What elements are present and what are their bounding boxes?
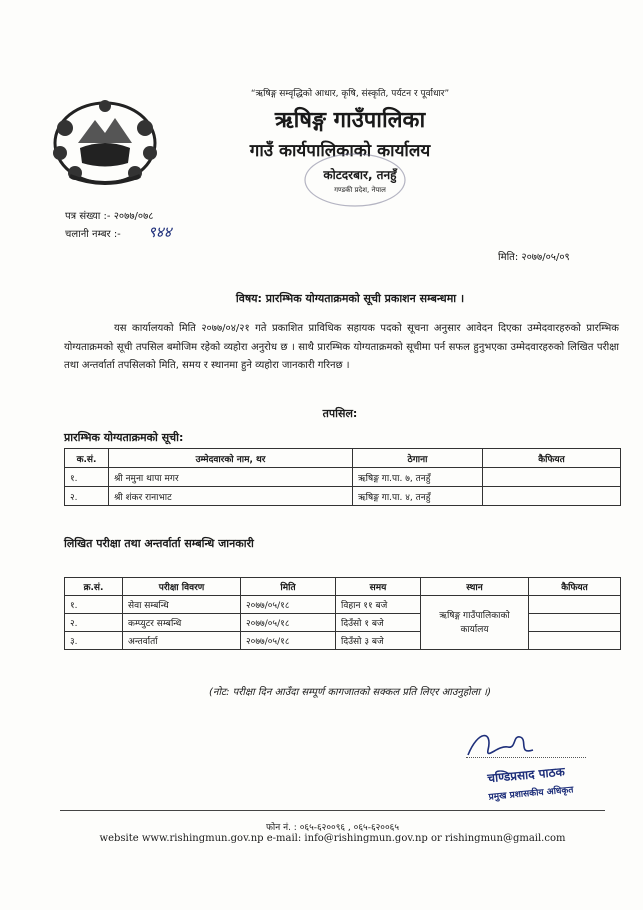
cell-time: विहान ११ बजे: [336, 596, 421, 614]
col-header-remarks: कैफियत: [483, 449, 621, 468]
col-header-time: समय: [336, 578, 421, 596]
cell-date: २०७७/०५/१८: [241, 596, 336, 614]
col-header-venue: स्थान: [421, 578, 529, 596]
cell-remarks: [529, 596, 621, 614]
cell-remarks: [483, 468, 621, 487]
province: गण्डकी प्रदेश, नेपाल: [334, 186, 386, 194]
cell-sn: १.: [65, 468, 109, 487]
table-header-row: [65, 449, 621, 468]
note: (नोट: परीक्षा दिन आउँदा सम्पूर्ण कागजातको सक्कल प्रति लिएर आउनुहोला ।): [209, 687, 491, 698]
letter-number-label: पत्र संख्या :-: [65, 211, 111, 222]
cell-exam: अन्तर्वार्ता: [123, 632, 241, 650]
exam-schedule-table: [64, 577, 621, 650]
nepal-emblem-icon: [50, 98, 160, 188]
col-header-sn: क.सं.: [65, 449, 109, 468]
letter-number: [65, 208, 154, 222]
office-name: ऋषिङ्ग गाउँपालिका: [274, 108, 426, 133]
cell-sn: २.: [65, 614, 123, 632]
footer-divider: [60, 810, 605, 811]
col-header-remarks: कैफियत: [529, 578, 621, 596]
cell-sn: १.: [65, 596, 123, 614]
col-header-date: मिति: [241, 578, 336, 596]
table-row: [65, 487, 621, 506]
cell-date: २०७७/०५/१८: [241, 614, 336, 632]
signatory-name-stamp: चण्डिप्रसाद पाठक: [486, 764, 566, 786]
footer-contact: website www.rishingmun.gov.np e-mail: info@rishingmun.gov.np or rishingmun@gmail.com: [99, 833, 566, 844]
details-heading: तपसिल:: [322, 407, 358, 420]
cell-remarks: [529, 614, 621, 632]
cell-date: २०७७/०५/१८: [241, 632, 336, 650]
cell-exam: कम्प्युटर सम्बन्धि: [123, 614, 241, 632]
cell-exam: सेवा सम्बन्धि: [123, 596, 241, 614]
exam-info-title: लिखित परीक्षा तथा अन्तर्वार्ता सम्बन्धि जानकारी: [64, 537, 254, 550]
col-header-sn: क्र.सं.: [65, 578, 123, 596]
signature-line: [466, 757, 586, 758]
table-row: [65, 596, 621, 614]
dispatch-number-value: ९४४: [148, 223, 172, 241]
body-paragraph: यस कार्यालयको मिति २०७७/०४/२१ गते प्रकाशित प्राविधिक सहायक पदको सूचना अनुसार आवेदन दिएका उम्मेदवारहरुको प्रारम्भिक योग्यताक्रमको सूची तपसिल बमोजिम रहेको व्यहोरा अनुरोध छ । साथै प्रारम्भिक योग्यताक्रमको सूचीमा पर्न सफल हुनुभएका उम्मेदवारहरुको लिखित परीक्षा तथा अन्तर्वार्ता तपसिलको मिति, समय र स्थानमा हुने व्यहोरा जानकारी गरिनछ ।: [64, 323, 619, 371]
signatory-designation: प्रमुख प्रशासकीय अधिकृत: [488, 785, 574, 803]
cell-remarks: [483, 487, 621, 506]
cell-venue: ऋषिङ्ग गाउँपालिकाको कार्यालय: [421, 596, 529, 650]
col-header-address: ठेगाना: [353, 449, 483, 468]
cell-sn: ३.: [65, 632, 123, 650]
cell-name: श्री नमुना थापा मगर: [109, 468, 353, 487]
candidate-list-title: प्रारम्भिक योग्यताक्रमको सूची:: [64, 431, 184, 444]
col-header-name: उम्मेदवारको नाम, थर: [109, 449, 353, 468]
cell-time: दिउँसो १ बजे: [336, 614, 421, 632]
dispatch-number: [65, 226, 121, 240]
subject-line: विषय: प्रारम्भिक योग्यताक्रमको सूची प्रकाशन सम्बन्धमा ।: [235, 292, 465, 305]
table-row: [65, 614, 621, 632]
cell-address: ऋषिङ्ग गा.पा. ४, तनहुँ: [353, 487, 483, 506]
dispatch-number-label: चलानी नम्बर :-: [65, 229, 121, 240]
candidate-table: [64, 448, 621, 506]
cell-time: दिउँसो ३ बजे: [336, 632, 421, 650]
cell-address: ऋषिङ्ग गा.पा. ७, तनहुँ: [353, 468, 483, 487]
table-header-row: [65, 578, 621, 596]
office-location: कोटदरबार, तनहुँ: [323, 168, 397, 182]
footer-phone: फोन नं. : ०६५-६२००९६ , ०६५-६२००६५: [265, 823, 400, 833]
table-row: [65, 468, 621, 487]
cell-sn: २.: [65, 487, 109, 506]
letter-date: मिति: २०७७/०५/०९: [498, 252, 570, 263]
col-header-exam: परीक्षा विवरण: [123, 578, 241, 596]
cell-remarks: [529, 632, 621, 650]
office-subtitle: गाउँ कार्यपालिकाको कार्यालय: [249, 141, 431, 161]
motto: “ऋषिङ्ग सम्वृद्धिको आधार, कृषि, संस्कृति, पर्यटन र पूर्वाधार”: [250, 89, 450, 99]
table-row: [65, 632, 621, 650]
letter-number-value: २०७७/०७८: [113, 211, 154, 222]
cell-name: श्री शंकर रानाभाट: [109, 487, 353, 506]
